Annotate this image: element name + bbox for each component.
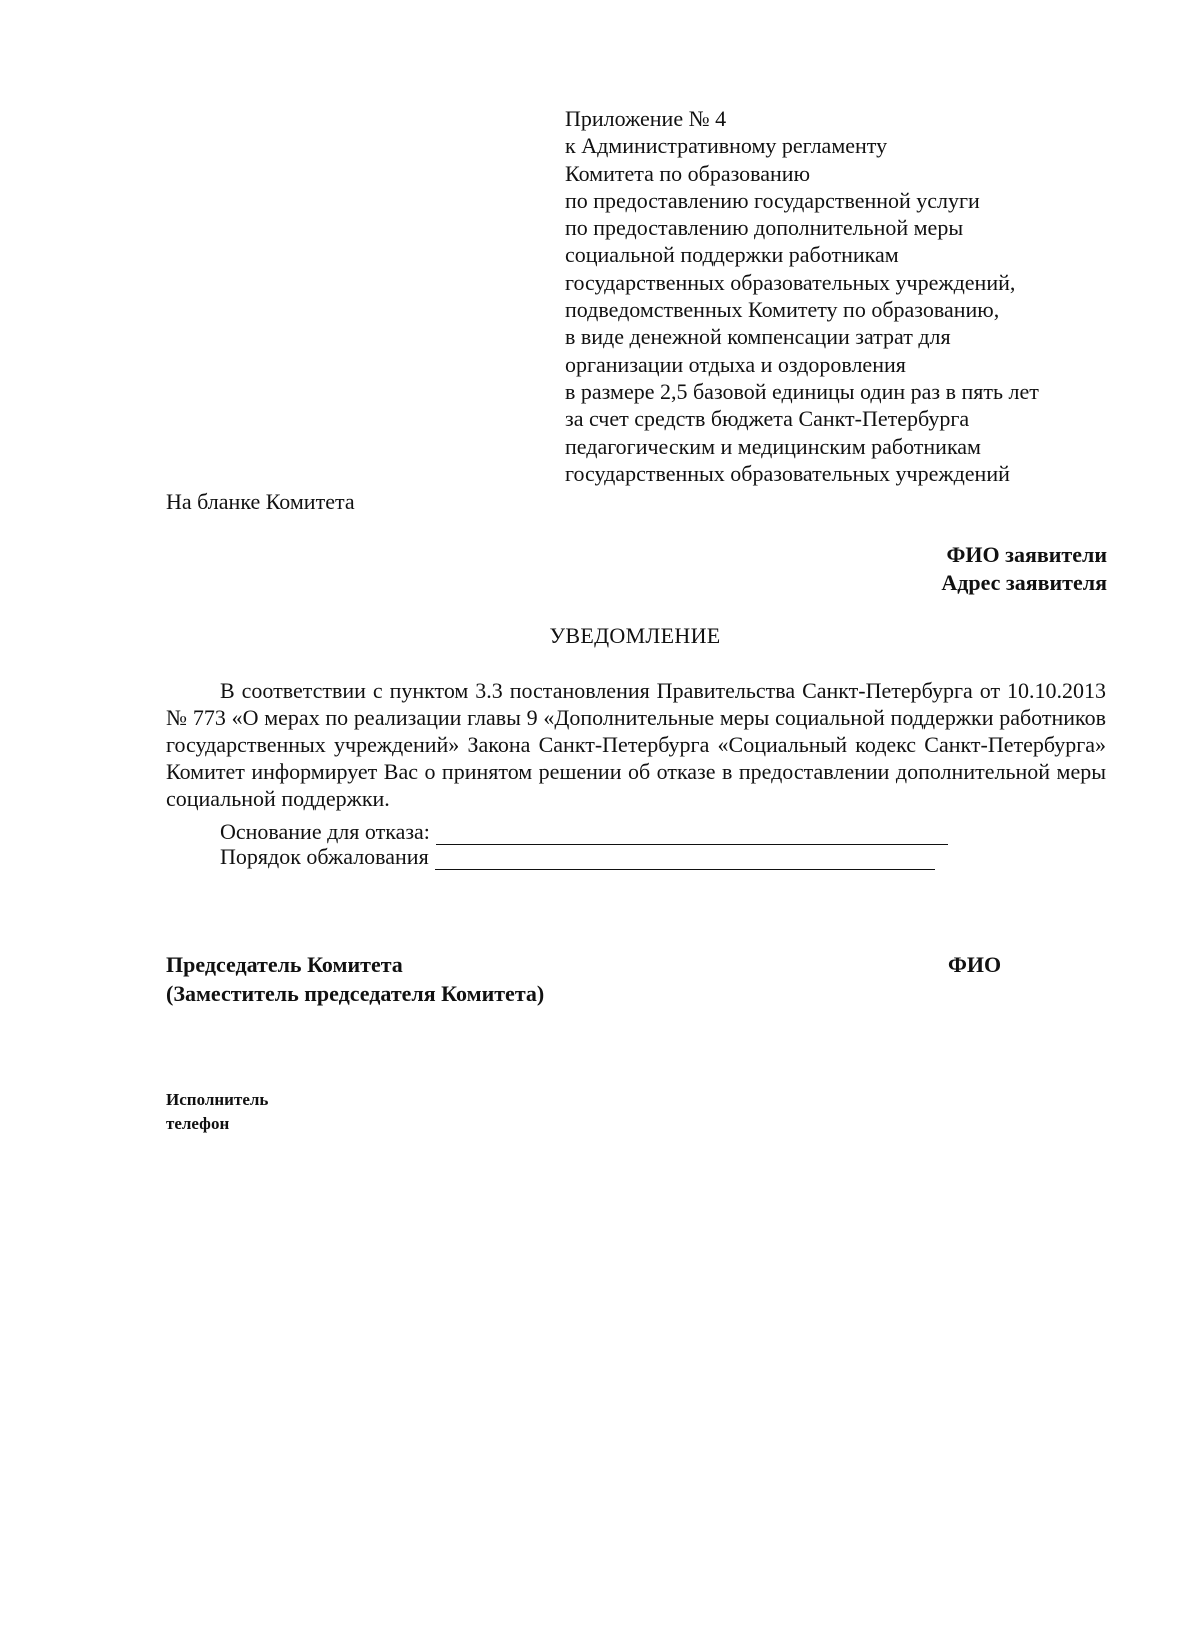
- appendix-line: государственных образовательных учреждений: [565, 460, 1010, 486]
- appendix-line: по предоставлению дополнительной меры: [565, 215, 964, 241]
- signatory-position: [166, 950, 544, 1008]
- appendix-line: подведомственных Комитету по образованию,: [565, 297, 1000, 323]
- notice-body: В соответствии с пунктом 3.3 постановления Правительства Санкт-Петербурга от 10.10.2013 № 773 «О мерах по реализации главы 9 «Дополнительные меры социальной поддержки работников государственных учреждений» Закона Санкт-Петербурга «Социальный кодекс Санкт-Петербурга» Комитет информирует Вас о принятом решении об отказе в предоставлении дополнительной меры социальной поддержки.: [166, 678, 1106, 811]
- letterhead-note: На бланке Комитета: [166, 489, 355, 514]
- document-title: УВЕДОМЛЕНИЕ: [549, 623, 721, 648]
- appendix-header: [565, 105, 1125, 487]
- executor-block: [166, 1088, 268, 1136]
- executor-label: Исполнитель: [166, 1090, 269, 1109]
- signatory-fio: ФИО: [948, 952, 1002, 977]
- appendix-line: в виде денежной компенсации затрат для: [565, 324, 951, 350]
- refusal-basis-field: [220, 818, 948, 845]
- appendix-line: организации отдыха и оздоровления: [565, 351, 906, 377]
- signatory-title: Председатель Комитета: [166, 952, 403, 977]
- refusal-basis-blank: [436, 824, 948, 845]
- appendix-line: Приложение № 4: [565, 106, 727, 131]
- appeal-procedure-blank: [435, 849, 935, 870]
- refusal-basis-label: Основание для отказа:: [220, 819, 430, 844]
- appendix-line: по предоставлению государственной услуги: [565, 187, 980, 213]
- appendix-line: государственных образовательных учреждений,: [565, 269, 1016, 295]
- appendix-line: за счет средств бюджета Санкт-Петербурга: [565, 406, 970, 432]
- recipient-block: [941, 541, 1107, 597]
- recipient-name: ФИО заявители: [946, 542, 1107, 567]
- signatory-deputy-title: (Заместитель председателя Комитета): [166, 981, 545, 1006]
- appendix-line: в размере 2,5 базовой единицы один раз в пять лет: [565, 378, 1039, 404]
- appeal-procedure-field: [220, 843, 935, 870]
- appendix-line: педагогическим и медицинским работникам: [565, 433, 981, 459]
- appeal-procedure-label: Порядок обжалования: [220, 844, 429, 869]
- executor-phone-label: телефон: [166, 1114, 230, 1133]
- appendix-line: Комитета по образованию: [565, 160, 811, 186]
- appendix-line: к Административному регламенту: [565, 133, 888, 159]
- appendix-line: социальной поддержки работникам: [565, 242, 899, 268]
- recipient-address: Адрес заявителя: [941, 570, 1107, 595]
